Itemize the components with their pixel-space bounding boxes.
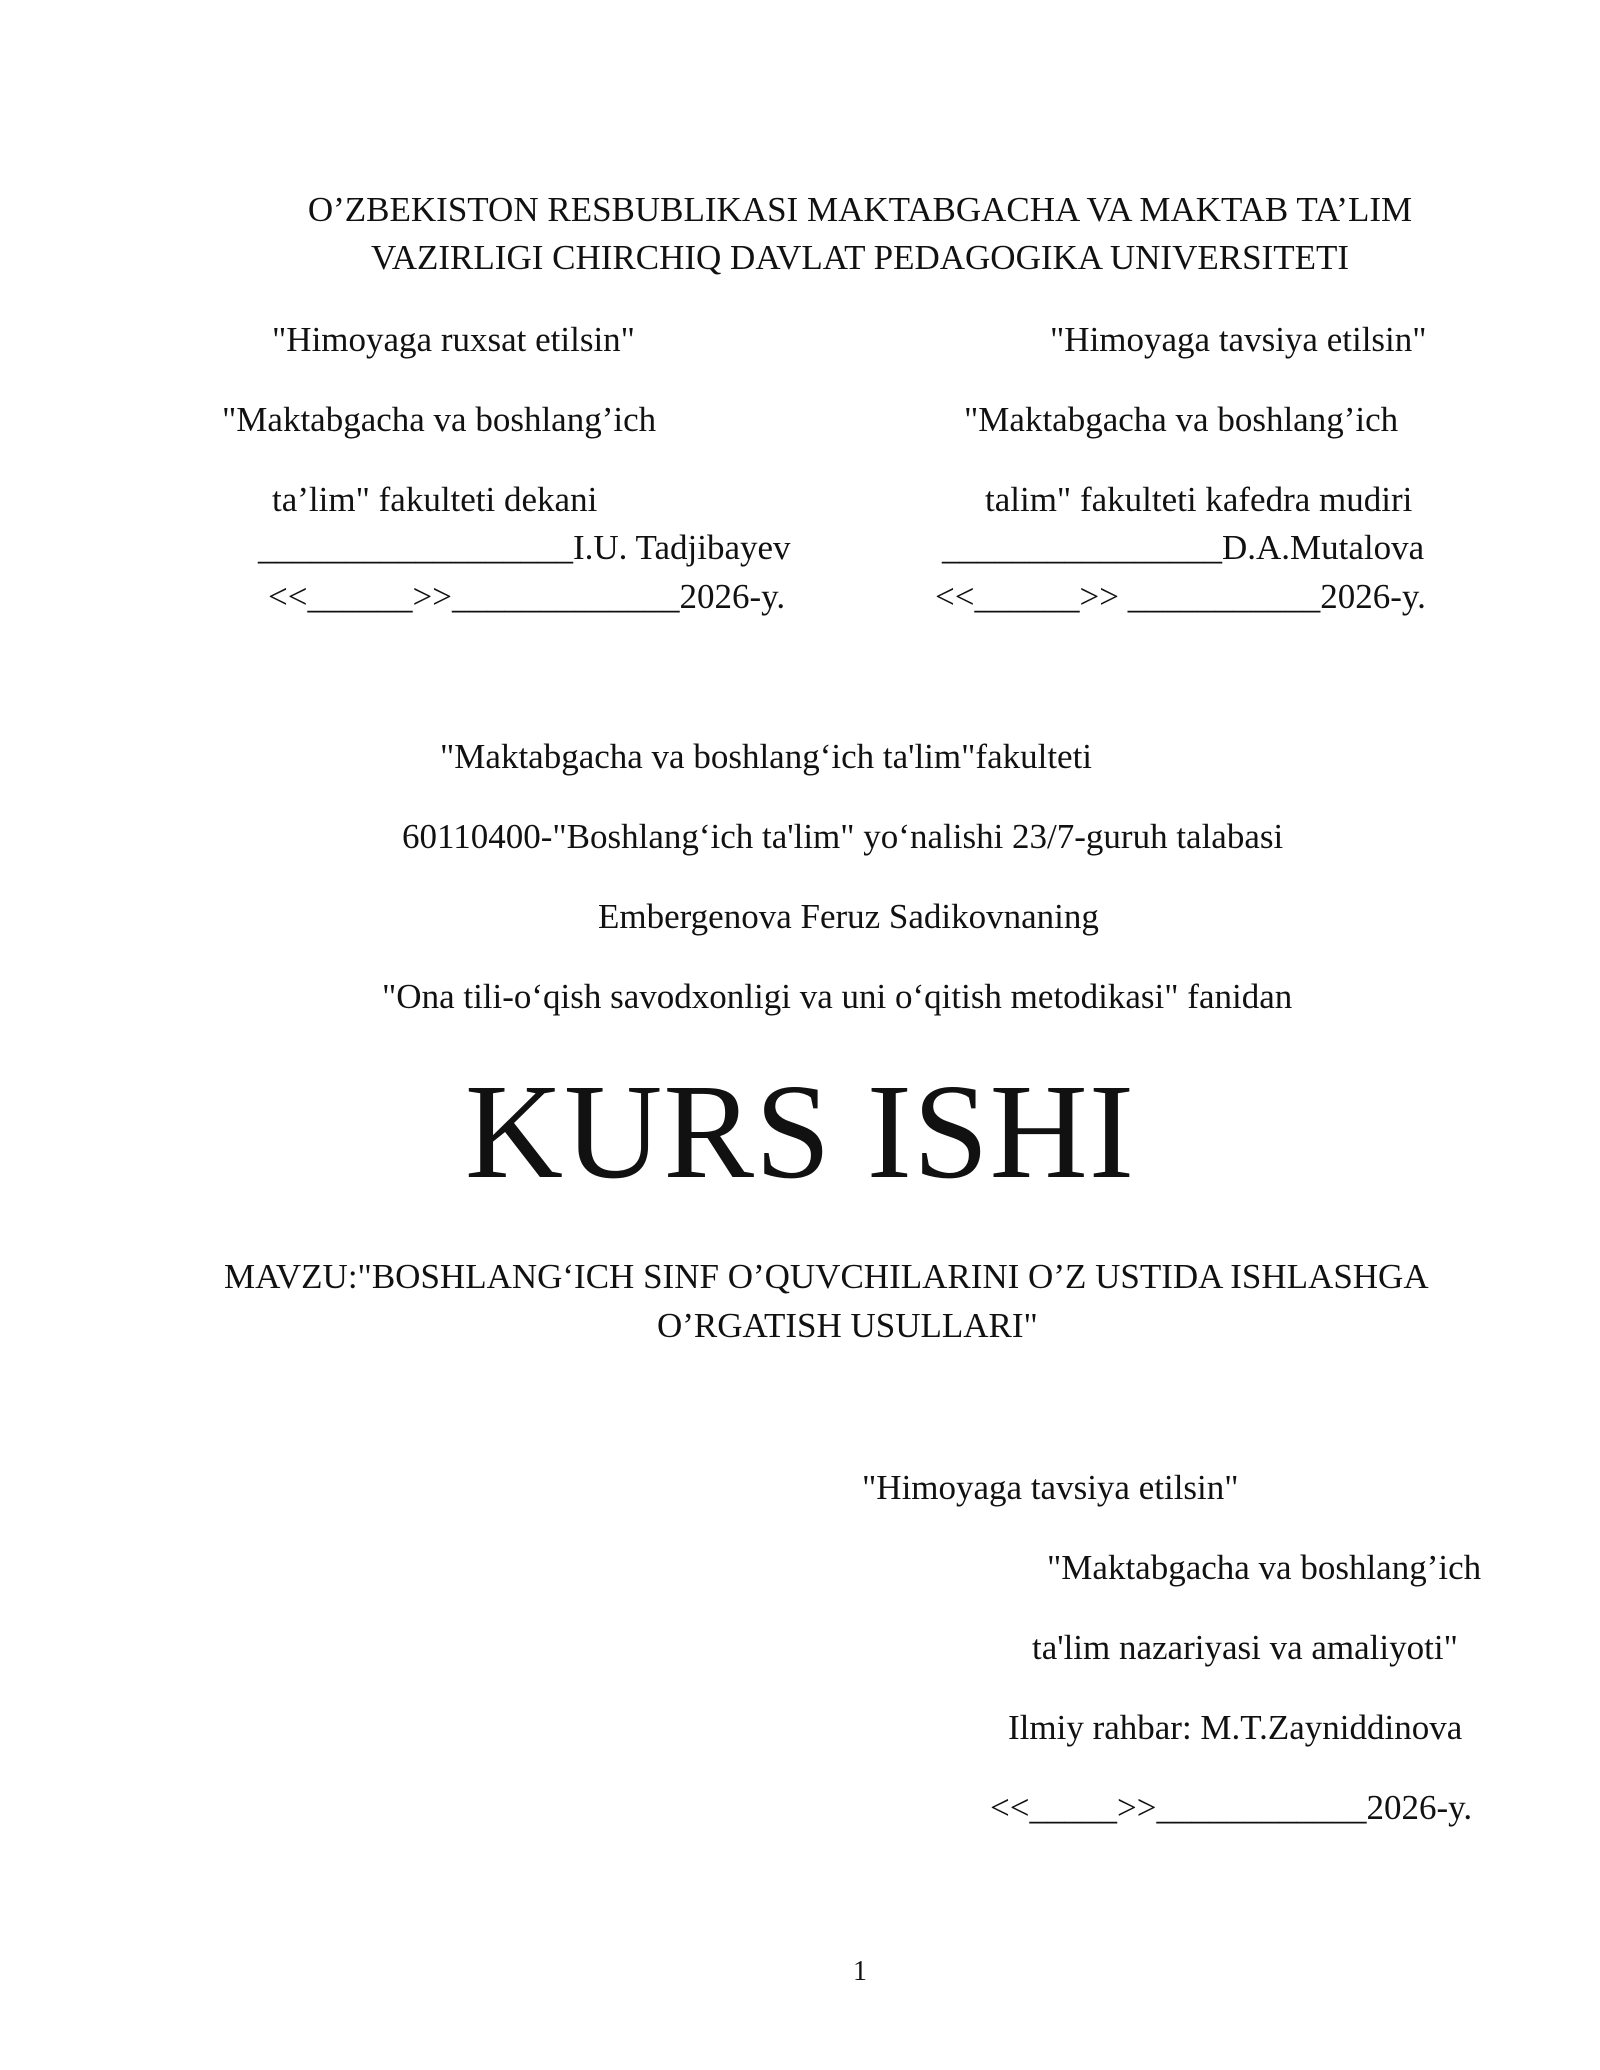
supervisor-line-2: ta'lim nazariyasi va amaliyoti" [1032,1628,1458,1667]
program-line: 60110400-"Boshlang‘ich ta'lim" yo‘nalishi 23/7-guruh talabasi [402,817,1284,856]
right-approval-line-1: "Maktabgacha va boshlang’ich [964,400,1399,439]
left-approval-line-2: ta’lim" fakulteti dekani [272,480,598,519]
right-approval-line-2: talim" fakulteti kafedra mudiri [985,480,1413,519]
supervisor-line-1: "Maktabgacha va boshlang’ich [1047,1548,1482,1587]
header-line-1: O’ZBEKISTON RESBUBLIKASI MAKTABGACHA VA MAKTAB TA’LIM [307,190,1413,229]
faculty-line: "Maktabgacha va boshlang‘ich ta'lim"fakulteti [440,737,1093,776]
student-name: Embergenova Feruz Sadikovnaning [598,897,1099,936]
supervisor-name: Ilmiy rahbar: M.T.Zayniddinova [1008,1708,1463,1747]
topic-line-2: O’RGATISH USULLARI" [657,1306,1038,1345]
page-number: 1 [853,1956,867,1987]
supervisor-heading: "Himoyaga tavsiya etilsin" [862,1468,1239,1507]
document-title: KURS ISHI [464,1057,1136,1207]
right-approval-signature: ________________D.A.Mutalova [942,528,1425,567]
left-approval-line-1: "Maktabgacha va boshlang’ich [222,400,657,439]
right-approval-date: <<______>> ___________2026-y. [935,577,1426,616]
left-approval-signature: __________________I.U. Tadjibayev [258,528,791,567]
supervisor-date: <<_____>>____________2026-y. [990,1788,1473,1827]
topic-line-1: MAVZU:"BOSHLANG‘ICH SINF O’QUVCHILARINI O’Z USTIDA ISHLASHGA [224,1257,1429,1296]
subject-line: "Ona tili-o‘qish savodxonligi va uni o‘qitish metodikasi" fanidan [382,977,1293,1016]
left-approval-heading: "Himoyaga ruxsat etilsin" [272,320,635,359]
header-line-2: VAZIRLIGI CHIRCHIQ DAVLAT PEDAGOGIKA UNIVERSITETI [370,238,1350,277]
right-approval-heading: "Himoyaga tavsiya etilsin" [1050,320,1427,359]
left-approval-date: <<______>>_____________2026-y. [268,577,786,616]
